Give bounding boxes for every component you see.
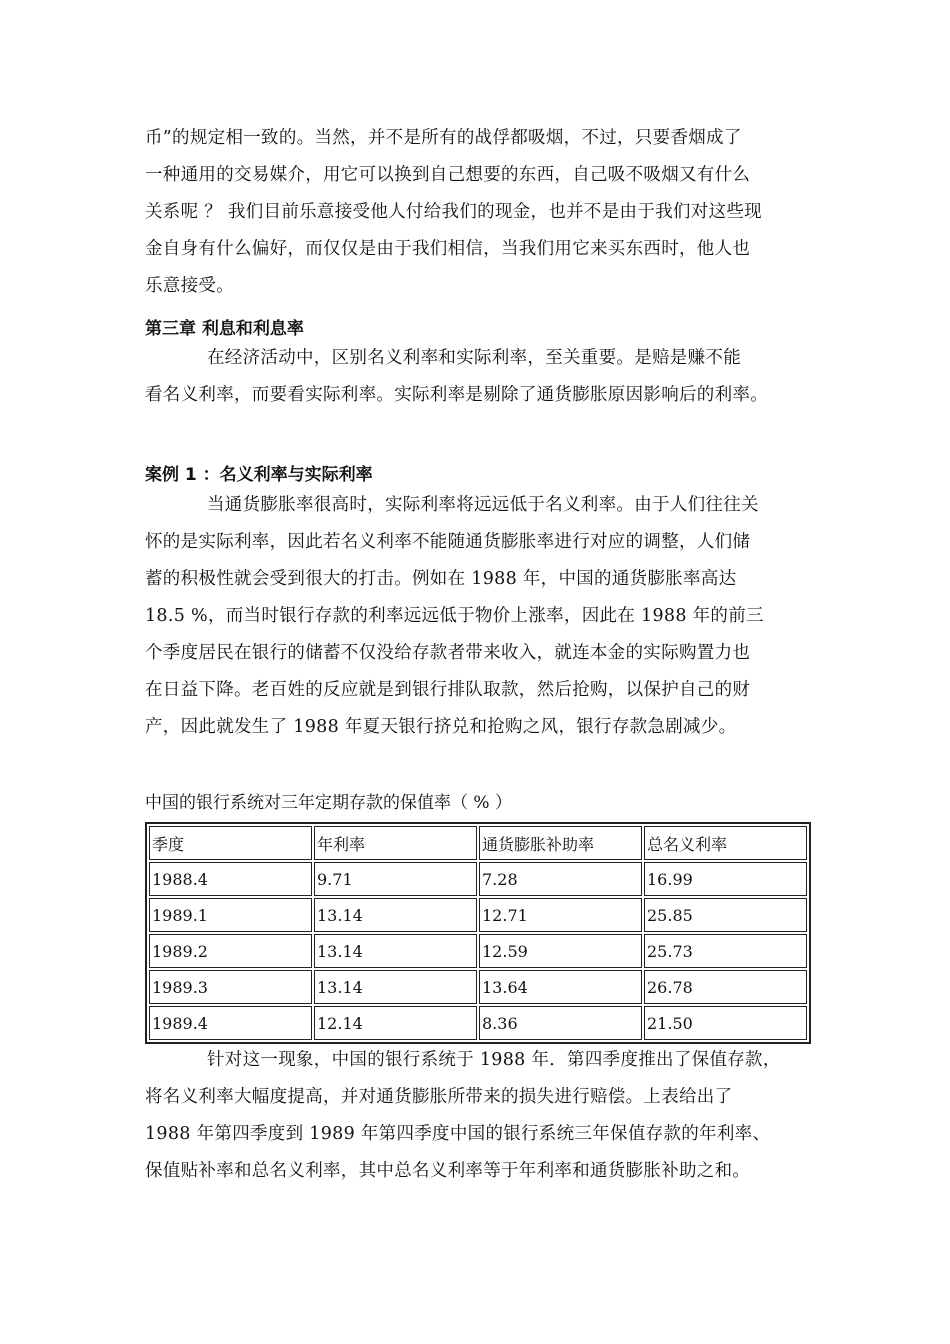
table-row <box>149 970 807 1004</box>
data-table <box>145 822 811 1044</box>
text-line: 蓄的积极性就会受到很大的打击。例如在 1988 年，中国的通货膨胀率高达 <box>145 569 737 589</box>
text-line: 产，因此就发生了 1988 年夏天银行挤兑和抢购之风，银行存款急剧减少。 <box>145 717 737 737</box>
table-cell: 21.50 <box>644 1006 807 1040</box>
table-cell: 9.71 <box>314 862 477 896</box>
text-line: 在日益下降。老百姓的反应就是到银行排队取款，然后抢购，以保护自己的财 <box>145 680 751 700</box>
chapter-paragraph <box>145 340 810 414</box>
text-line: 看名义利率，而要看实际利率。实际利率是剔除了通货膨胀原因影响后的利率。 <box>145 385 768 405</box>
case-title: 案例 1 ：名义利率与实际利率 <box>145 465 373 485</box>
text-line: 1988 年第四季度到 1989 年第四季度中国的银行系统三年保值存款的年利率、 <box>145 1124 771 1144</box>
table-cell: 8.36 <box>479 1006 642 1040</box>
header-cell: 通货膨胀补助率 <box>479 826 642 860</box>
text-line: 一种通用的交易媒介，用它可以换到自己想要的东西，自己吸不吸烟又有什么 <box>145 165 751 185</box>
text-line: 怀的是实际利率，因此若名义利率不能随通货膨胀率进行对应的调整，人们储 <box>145 532 751 552</box>
text-line: 当通货膨胀率很高时，实际利率将远远低于名义利率。由于人们往往关 <box>207 495 759 515</box>
text-line: 保值贴补率和总名义利率，其中总名义利率等于年利率和通货膨胀补助之和。 <box>145 1161 751 1181</box>
text-line: 将名义利率大幅度提高，并对通货膨胀所带来的损失进行赔偿。上表给出了 <box>145 1087 733 1107</box>
table-cell: 1989.3 <box>149 970 312 1004</box>
table-cell: 7.28 <box>479 862 642 896</box>
table-cell: 12.71 <box>479 898 642 932</box>
table-cell: 13.14 <box>314 970 477 1004</box>
table-cell: 12.59 <box>479 934 642 968</box>
table-cell: 13.14 <box>314 934 477 968</box>
text-line: 个季度居民在银行的储蓄不仅没给存款者带来收入，就连本金的实际购置力也 <box>145 643 751 663</box>
closing-paragraph <box>145 1042 810 1190</box>
chapter-title: 第三章 利息和利息率 <box>145 319 304 339</box>
text-line: 币”的规定相一致的。当然，并不是所有的战俘都吸烟，不过，只要香烟成了 <box>145 128 742 148</box>
table-row <box>149 1006 807 1040</box>
table-cell: 1988.4 <box>149 862 312 896</box>
header-cell: 总名义利率 <box>644 826 807 860</box>
table-cell: 16.99 <box>644 862 807 896</box>
table-header-row <box>149 826 807 860</box>
text-line: 在经济活动中，区别名义利率和实际利率，至关重要。是赔是赚不能 <box>207 348 741 368</box>
table-cell: 13.14 <box>314 898 477 932</box>
table-cell: 12.14 <box>314 1006 477 1040</box>
text-line: 关系呢 ？ 我们目前乐意接受他人付给我们的现金，也并不是由于我们对这些现 <box>145 202 762 222</box>
header-cell: 季度 <box>149 826 312 860</box>
table-cell: 1989.4 <box>149 1006 312 1040</box>
intro-paragraph <box>145 120 810 305</box>
text-line: 乐意接受。 <box>145 276 234 296</box>
text-line: 金自身有什么偏好，而仅仅是由于我们相信，当我们用它来买东西时，他人也 <box>145 239 751 259</box>
table-cell: 1989.1 <box>149 898 312 932</box>
table-cell: 25.85 <box>644 898 807 932</box>
text-line: 针对这一现象，中国的银行系统于 1988 年．第四季度推出了保值存款， <box>207 1050 781 1070</box>
header-cell: 年利率 <box>314 826 477 860</box>
table-cell: 1989.2 <box>149 934 312 968</box>
table-row <box>149 862 807 896</box>
table-cell: 25.73 <box>644 934 807 968</box>
table-cell: 13.64 <box>479 970 642 1004</box>
table-cell: 26.78 <box>644 970 807 1004</box>
table-row <box>149 934 807 968</box>
case-paragraph <box>145 487 810 746</box>
table-row <box>149 898 807 932</box>
text-line: 18.5 %，而当时银行存款的利率远远低于物价上涨率，因此在 1988 年的前三 <box>145 606 764 626</box>
table-caption: 中国的银行系统对三年定期存款的保值率（ % ） <box>145 793 512 813</box>
